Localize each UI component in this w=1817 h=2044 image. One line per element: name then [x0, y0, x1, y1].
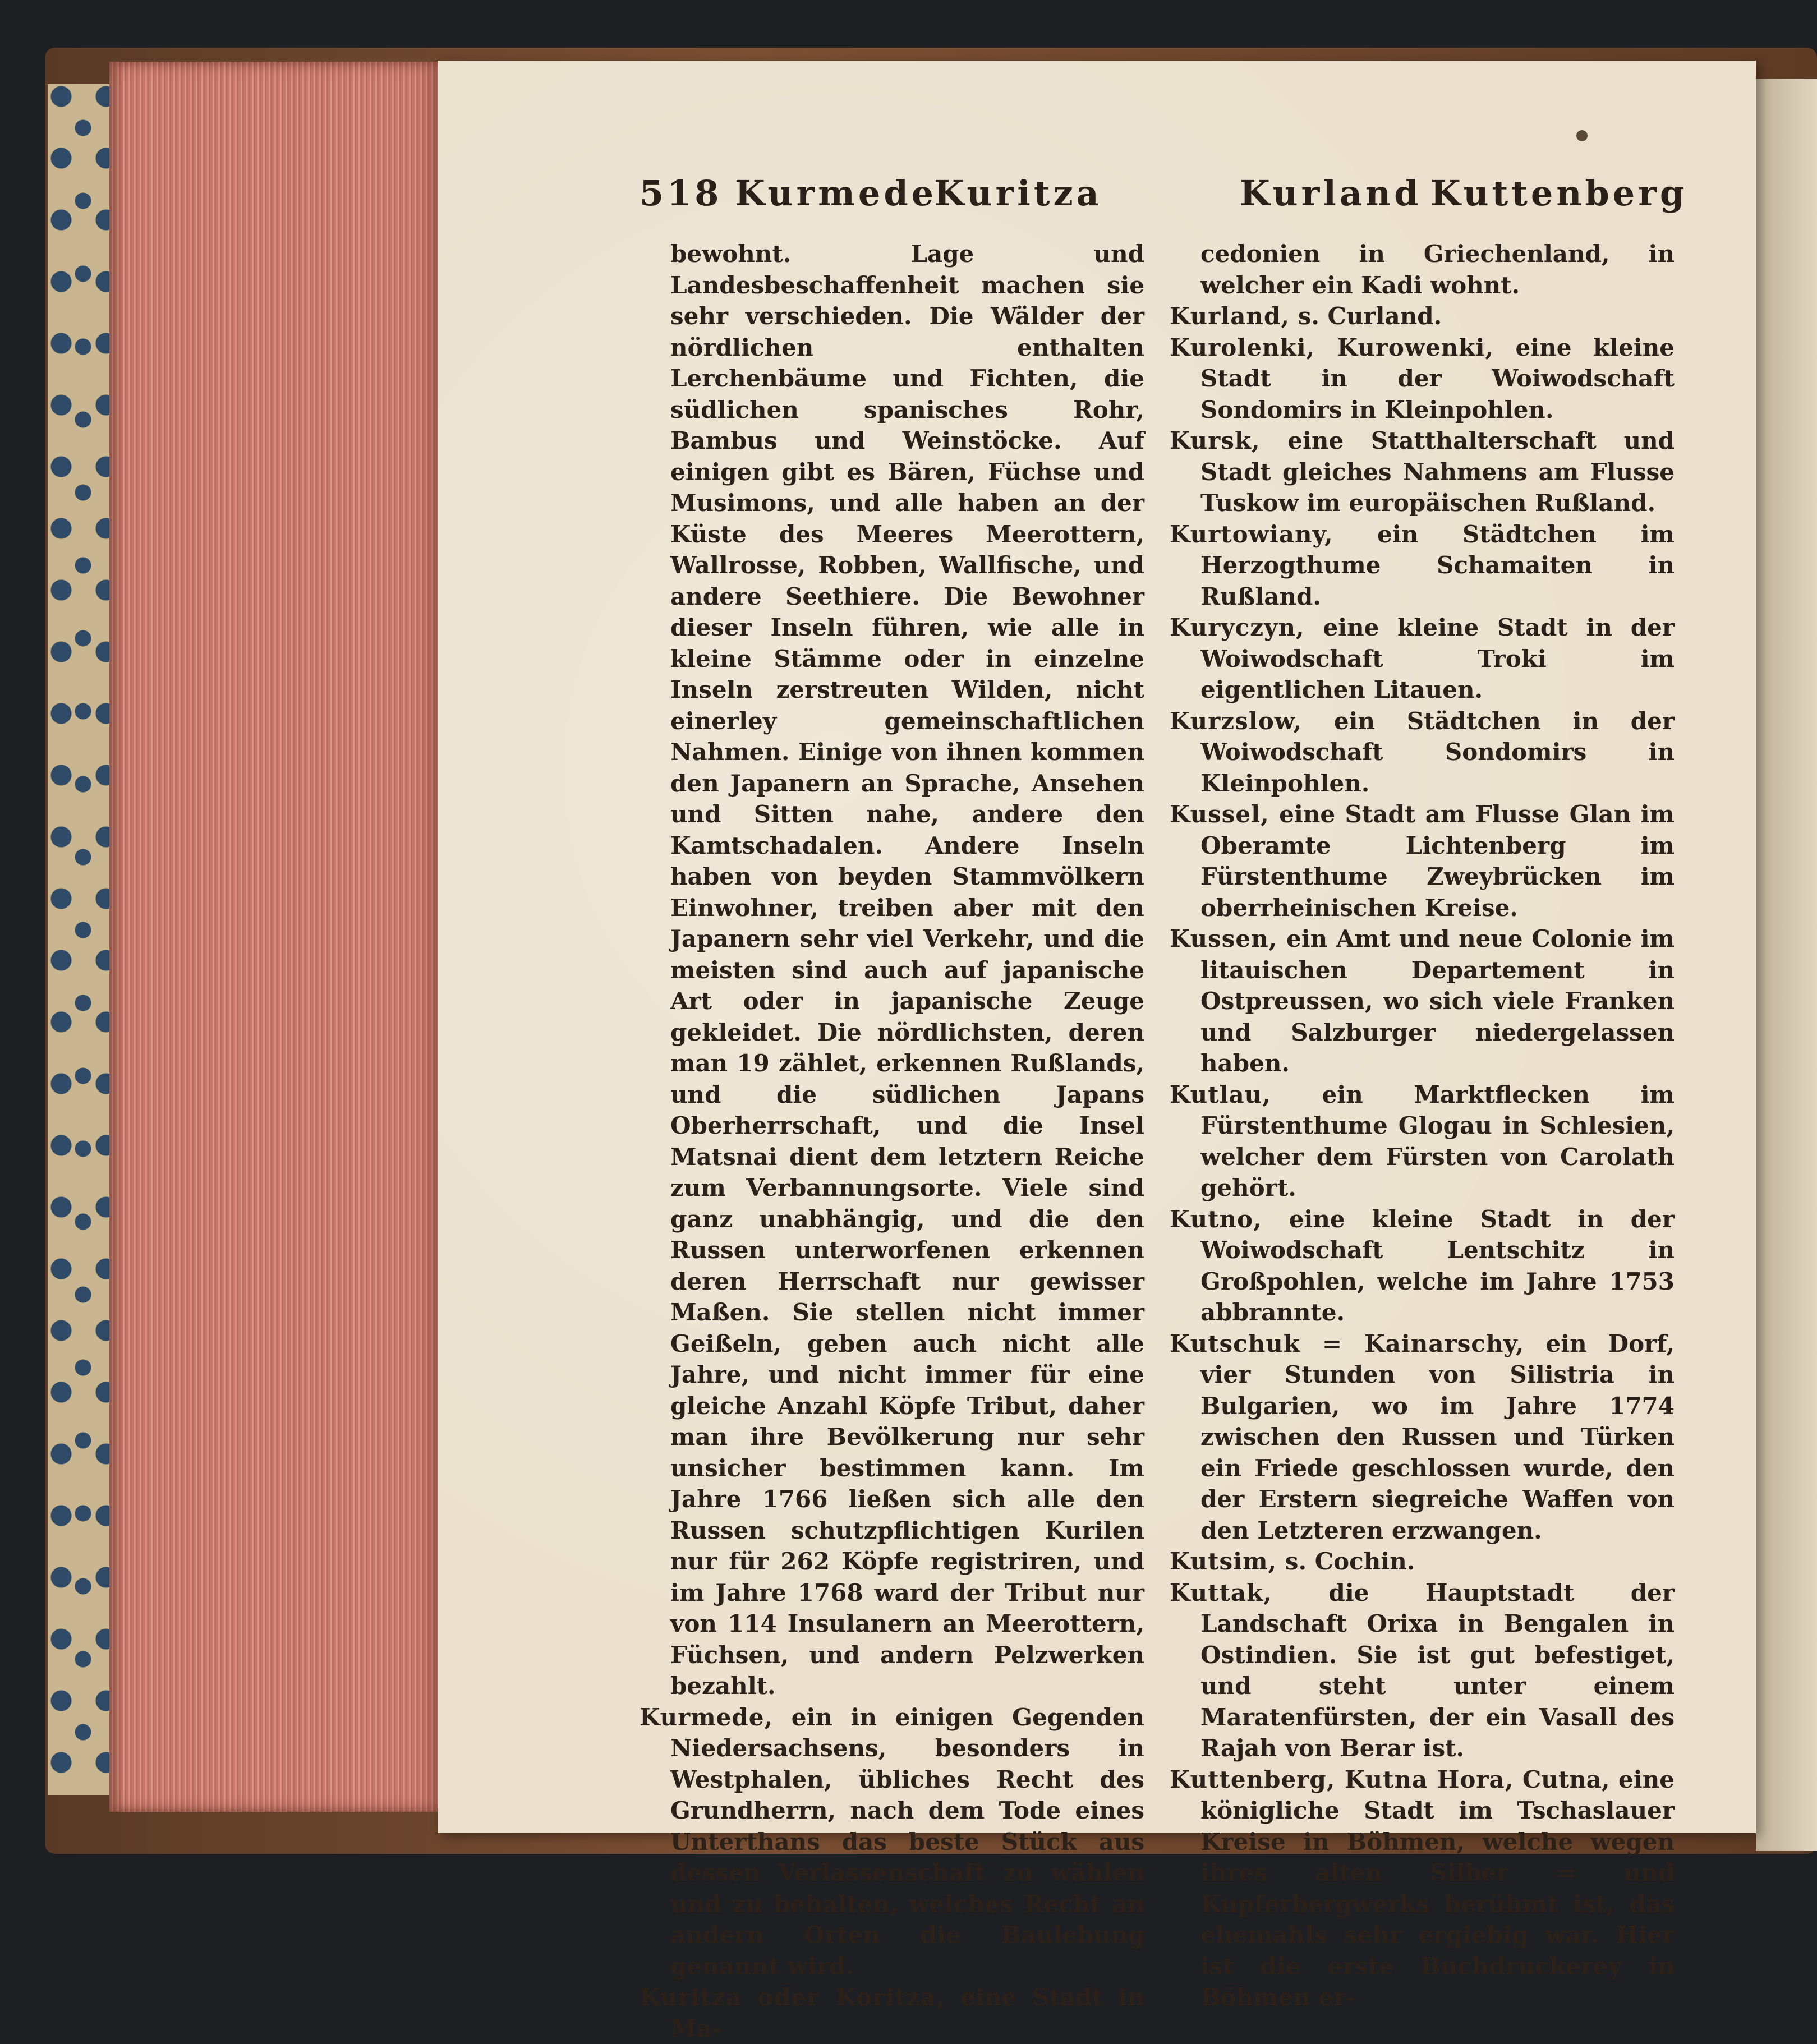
entry-text: eine Stadt am Flusse Glan im Oberamte Lichtenberg im Fürstenthume Zweybrücken im oberrheinischen Kreise.: [1200, 800, 1675, 922]
entry-kussen: [1170, 923, 1675, 1079]
entry-head: Kursk,: [1170, 427, 1261, 454]
entry-text: ein Amt und neue Colonie im litauischen Departement in Ostpreussen, wo sich viele Franken und Salzburger niedergelassen haben.: [1200, 925, 1675, 1077]
entry-head: Kurmede,: [640, 1703, 774, 1731]
entry-kuttak: [1170, 1577, 1675, 1764]
running-head-left-2: Kuritza: [934, 173, 1102, 214]
entry-head: Kurtowiany,: [1170, 520, 1333, 548]
marbled-endpaper: [48, 84, 115, 1795]
entry-head: Kurolenki, Kurowenki,: [1170, 333, 1494, 361]
entry-text: ein Marktflecken im Fürstenthume Glogau in Schlesien, welcher dem Fürsten von Carolath gehört.: [1200, 1080, 1675, 1201]
entry-kurland: [1170, 301, 1675, 332]
running-head-right-1: Kurland: [1240, 173, 1422, 214]
entry-kuryczyn: [1170, 612, 1675, 706]
ink-spot: [1576, 130, 1588, 141]
entry-kursk: [1170, 425, 1675, 519]
running-head-right-2: Kuttenberg: [1430, 173, 1688, 214]
facing-page-edge: [1756, 79, 1817, 1851]
entry-head: Kurland,: [1170, 302, 1290, 330]
entry-head: Kussel,: [1170, 800, 1269, 828]
entry-text: ein Städtchen in der Woiwodschaft Sondomirs in Kleinpohlen.: [1200, 707, 1675, 797]
entry-text: Cutna, eine königliche Stadt im Tschaslauer Kreise in Böhmen, welche wegen ihres alten Silber = und Kupferbergwerks berühmt ist, das ehemahls sehr ergiebig war. Hier ist die erste Buchdruckerey in Böhmen er-: [1200, 1765, 1675, 2011]
entry-text: ein in einigen Gegenden Niedersachsens, besonders in Westphalen, übliches Recht des Grundherrn, nach dem Tode eines Unterthans das beste Stück aus dessen Verlassenschaft zu wählen und zu behalten, welches Recht an andern Orten die Baulebung genannt wird.: [670, 1703, 1144, 1980]
entry-text: eine kleine Stadt in der Woiwodschaft Lentschitz in Großpohlen, welche im Jahre 1753 abbrannte.: [1200, 1205, 1675, 1326]
entry-head: Kuritza oder Koritza,: [640, 1983, 945, 2011]
entry-head: Kutschuk = Kainarschy,: [1170, 1329, 1525, 1357]
entry-text: ein Dorf, vier Stunden von Silistria in Bulgarien, wo im Jahre 1774 zwischen den Russen und Türken ein Friede geschlossen wurde, den der Erstern siegreiche Waffen von den Letzteren erzwangen.: [1200, 1329, 1675, 1544]
entry-text: eine Statthalterschaft und Stadt gleiches Nahmens am Flusse Tuskow im europäischen Rußland.: [1200, 427, 1675, 517]
right-column: [1170, 238, 1675, 2013]
entry-head: Kurzslow,: [1170, 707, 1303, 735]
entry-head: Kutsim,: [1170, 1548, 1277, 1575]
entry-kuritza: [640, 1982, 1144, 2044]
entry-kuttenberg: [1170, 1764, 1675, 2013]
entry-head: Kussen,: [1170, 925, 1278, 952]
entry-head: Kutno,: [1170, 1205, 1262, 1233]
left-column: [640, 238, 1144, 2044]
entry-kussel: [1170, 799, 1675, 923]
entry-head: Kuryczyn,: [1170, 614, 1305, 641]
continued-entry-text: cedonien in Griechenland, in welcher ein Kadi wohnt.: [1200, 240, 1675, 299]
entry-kutno: [1170, 1204, 1675, 1328]
entry-text: eine kleine Stadt in der Woiwodschaft Troki im eigentlichen Litauen.: [1200, 614, 1675, 703]
continued-entry-text: bewohnt. Lage und Landesbeschaffenheit machen sie sehr verschieden. Die Wälder der nördlichen enthalten Lerchenbäume und Fichten, die südlichen spanisches Rohr, Bambus und Weinstöcke. Auf einigen gibt es Bären, Füchse und Musimons, und alle haben an der Küste des Meeres Meerottern, Wallrosse, Robben, Wallfische, und andere Seethiere. Die Bewohner dieser Inseln führen, wie alle in kleine Stämme oder in einzelne Inseln zerstreuten Wilden, nicht einerley gemeinschaftlichen Nahmen. Einige von ihnen kommen den Japanern an Sprache, Ansehen und Sitten nahe, andere den Kamtschadalen. Andere Inseln haben von beyden Stammvölkern Einwohner, treiben aber mit den Japanern sehr viel Verkehr, und die meisten sind auch auf japanische Art oder in japanische Zeuge gekleidet. Die nördlichsten, deren man 19 zählet, erkennen Rußlands, und die südlichen Japans Oberherrschaft, und die Insel Matsnai dient dem letztern Reiche zum Verbannungsorte. Viele sind ganz unabhängig, und die den Russen unterworfenen erkennen deren Herrschaft nur gewisser Maßen. Sie stellen nicht immer Geißeln, geben auch nicht alle Jahre, und nicht immer für eine gleiche Anzahl Köpfe Tribut, daher man ihre Bevölkerung nur sehr unsicher bestimmen kann. Im Jahre 1766 ließen sich alle den Russen schutzpflichtigen Kurilen nur für 262 Köpfe registriren, und im Jahre 1768 ward der Tribut nur von 114 Insulanern an Meerottern, Füchsen, und andern Pelzwerken bezahlt.: [670, 240, 1144, 1700]
entry-text: ein Städtchen im Herzogthume Schamaiten in Rußland.: [1200, 520, 1675, 610]
entry-text: die Hauptstadt der Landschaft Orixa in Bengalen in Ostindien. Sie ist gut befestiget, und steht unter einem Maratenfürsten, der ein Vasall des Rajah von Berar ist.: [1200, 1578, 1675, 1762]
entry-head: Kuttak,: [1170, 1578, 1272, 1606]
entry-text: s. Cochin.: [1277, 1548, 1415, 1575]
entry-kutschuk-kainarschy: [1170, 1328, 1675, 1546]
entry-kutsim: [1170, 1546, 1675, 1577]
entry-head: Kuttenberg, Kutna Hora,: [1170, 1765, 1514, 1793]
running-head-left-1: Kurmede: [735, 173, 937, 214]
entry-text: eine kleine Stadt in der Woiwodschaft Sondomirs in Kleinpohlen.: [1200, 333, 1675, 423]
page-number: 518: [640, 173, 723, 214]
entry-kurmede: [640, 1702, 1144, 1982]
entry-kurzslow: [1170, 706, 1675, 799]
entry-text: eine Stadt in Ma-: [670, 1983, 1144, 2042]
entry-head: Kutlau,: [1170, 1080, 1271, 1108]
page-fore-edge: [109, 62, 440, 1812]
entry-kurtowiany: [1170, 519, 1675, 613]
entry-kutlau: [1170, 1079, 1675, 1204]
entry-text: s. Curland.: [1289, 302, 1442, 330]
entry-kurolenki: [1170, 332, 1675, 426]
